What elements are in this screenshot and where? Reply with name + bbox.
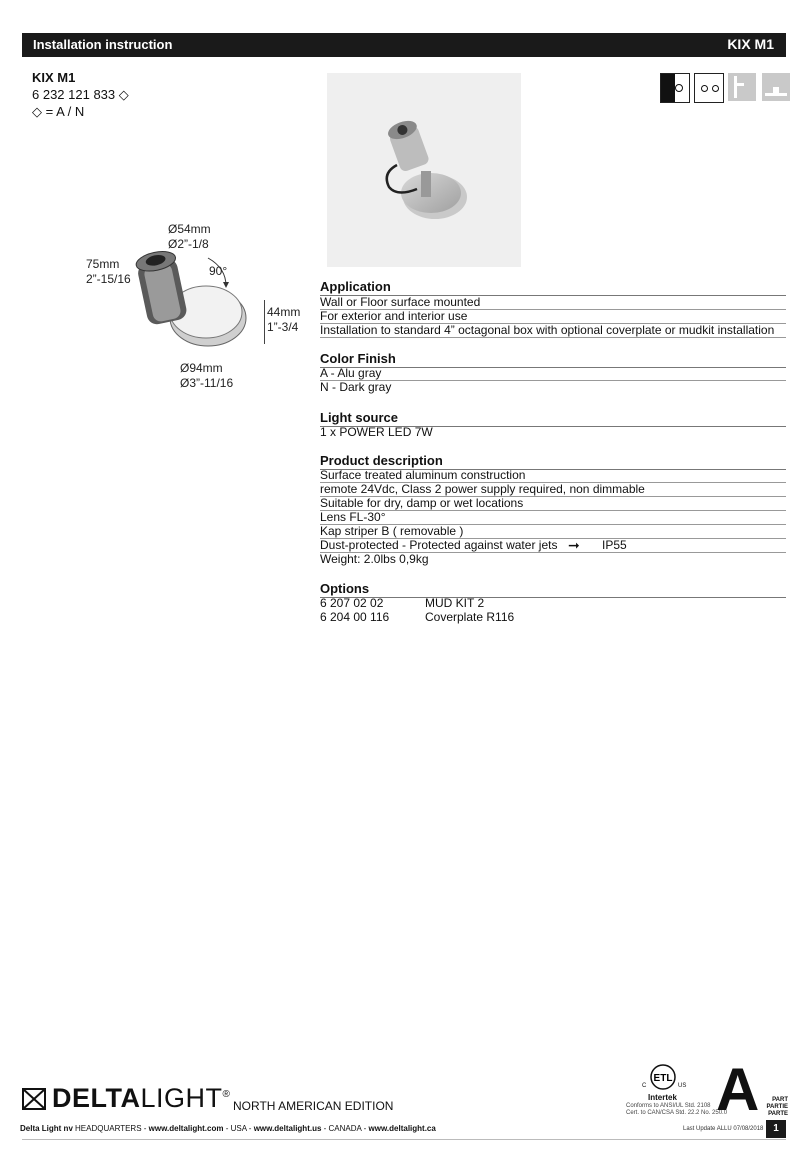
- dim-height-metric: 75mm: [86, 257, 120, 271]
- dim-angle: 90°: [209, 264, 228, 278]
- cert-line1: Conforms to ANSI/UL Std. 2108: [626, 1103, 711, 1109]
- application-item: For exterior and interior use: [320, 310, 786, 324]
- dim-top-metric: Ø54mm: [168, 222, 211, 236]
- footer-links: [75, 1124, 436, 1133]
- option-code: 6 207 02 02: [320, 596, 384, 610]
- header-bar: [22, 33, 786, 57]
- application-item: Wall or Floor surface mounted: [320, 296, 786, 310]
- application-title: Application: [320, 279, 786, 296]
- product-name: KIX M1: [32, 70, 76, 85]
- description-item: Kap striper B ( removable ): [320, 525, 786, 539]
- protection-code: IP55: [602, 538, 627, 552]
- description-item: Surface treated aluminum construction: [320, 469, 786, 483]
- description-item: remote 24Vdc, Class 2 power supply required, non dimmable: [320, 483, 786, 497]
- description-title: Product description: [320, 453, 786, 470]
- diamond-icon: ◇: [118, 87, 129, 102]
- header-title: Installation instruction: [33, 37, 173, 52]
- part-label: PART: [772, 1097, 788, 1103]
- part-label: PARTE: [768, 1111, 788, 1117]
- protection-text: Dust-protected - Protected against water jets: [320, 538, 558, 552]
- protection-row: [320, 539, 786, 553]
- option-name: MUD KIT 2: [425, 596, 485, 610]
- etl-mark-icon: [646, 1062, 680, 1092]
- brand-bold: DELTA: [52, 1083, 141, 1113]
- last-update: Last Update ALLU 07/08/2018: [683, 1126, 764, 1132]
- wall-mount-icon: [728, 73, 756, 101]
- hq-label: HEADQUARTERS -: [75, 1124, 149, 1133]
- product-code-line: [32, 87, 129, 103]
- hq-link[interactable]: www.deltalight.com: [148, 1124, 224, 1133]
- usa-link[interactable]: www.deltalight.us: [253, 1124, 322, 1133]
- diamond-icon: ◇: [32, 104, 42, 119]
- cert-c: C: [642, 1083, 647, 1089]
- height-marker: [264, 300, 265, 344]
- dim-base-height-imperial: 1”-3/4: [267, 320, 299, 334]
- option-name: Coverplate R116: [425, 610, 515, 624]
- brand-light: LIGHT: [140, 1083, 223, 1113]
- two-dot-icon: [694, 73, 724, 103]
- light-title: Light source: [320, 410, 786, 427]
- usa-label: - USA -: [223, 1124, 254, 1133]
- product-photo: [327, 73, 521, 267]
- company-name: Delta Light nv: [20, 1124, 73, 1133]
- weight-row: Weight: 2.0lbs 0,9kg: [320, 552, 429, 566]
- dim-base-imperial: Ø3”-11/16: [180, 376, 234, 390]
- variant-line: [32, 104, 84, 120]
- color-item: A - Alu gray: [320, 367, 786, 381]
- color-title: Color Finish: [320, 351, 786, 368]
- dim-base-height-metric: 44mm: [267, 305, 301, 319]
- header-product: KIX M1: [727, 36, 774, 52]
- color-item: N - Dark gray: [320, 380, 392, 394]
- canada-label: - CANADA -: [321, 1124, 369, 1133]
- option-code: 6 204 00 116: [320, 610, 390, 624]
- options-title: Options: [320, 581, 786, 598]
- description-item: Suitable for dry, damp or wet locations: [320, 497, 786, 511]
- cert-line2: Cert. to CAN/CSA Std. 22.2 No. 250.0: [626, 1110, 728, 1116]
- dim-height-imperial: 2”-15/16: [86, 272, 131, 286]
- dimension-drawing: [130, 240, 270, 360]
- footer-divider: [22, 1139, 786, 1140]
- svg-text:ETL: ETL: [653, 1073, 673, 1084]
- registered-mark: ®: [222, 1089, 231, 1100]
- delta-logo-icon: [22, 1088, 46, 1115]
- part-labels: [764, 1097, 788, 1118]
- cert-us: US: [678, 1083, 687, 1089]
- light-item: 1 x POWER LED 7W: [320, 425, 433, 439]
- edition-label: NORTH AMERICAN EDITION: [233, 1099, 394, 1113]
- page-number: 1: [766, 1120, 786, 1138]
- part-label: PARTIE: [766, 1104, 788, 1110]
- floor-mount-icon: [762, 73, 790, 101]
- description-item: Lens FL-30°: [320, 511, 786, 525]
- part-letter: A: [716, 1056, 760, 1123]
- arrow-right-icon: ➞: [568, 537, 580, 553]
- option-row: [320, 611, 786, 624]
- product-code: 6 232 121 833: [32, 87, 116, 102]
- wall-floor-icon: [660, 73, 690, 103]
- cert-brand: Intertek: [648, 1093, 677, 1102]
- brand-logo: [52, 1083, 230, 1114]
- dim-top-imperial: Ø2”-1/8: [168, 237, 209, 251]
- canada-link[interactable]: www.deltalight.ca: [368, 1124, 436, 1133]
- dim-base-metric: Ø94mm: [180, 361, 223, 375]
- variant-text: = A / N: [45, 104, 85, 119]
- application-item: Installation to standard 4” octagonal box with optional coverplate or mudkit installation: [320, 324, 786, 338]
- option-row: [320, 597, 786, 610]
